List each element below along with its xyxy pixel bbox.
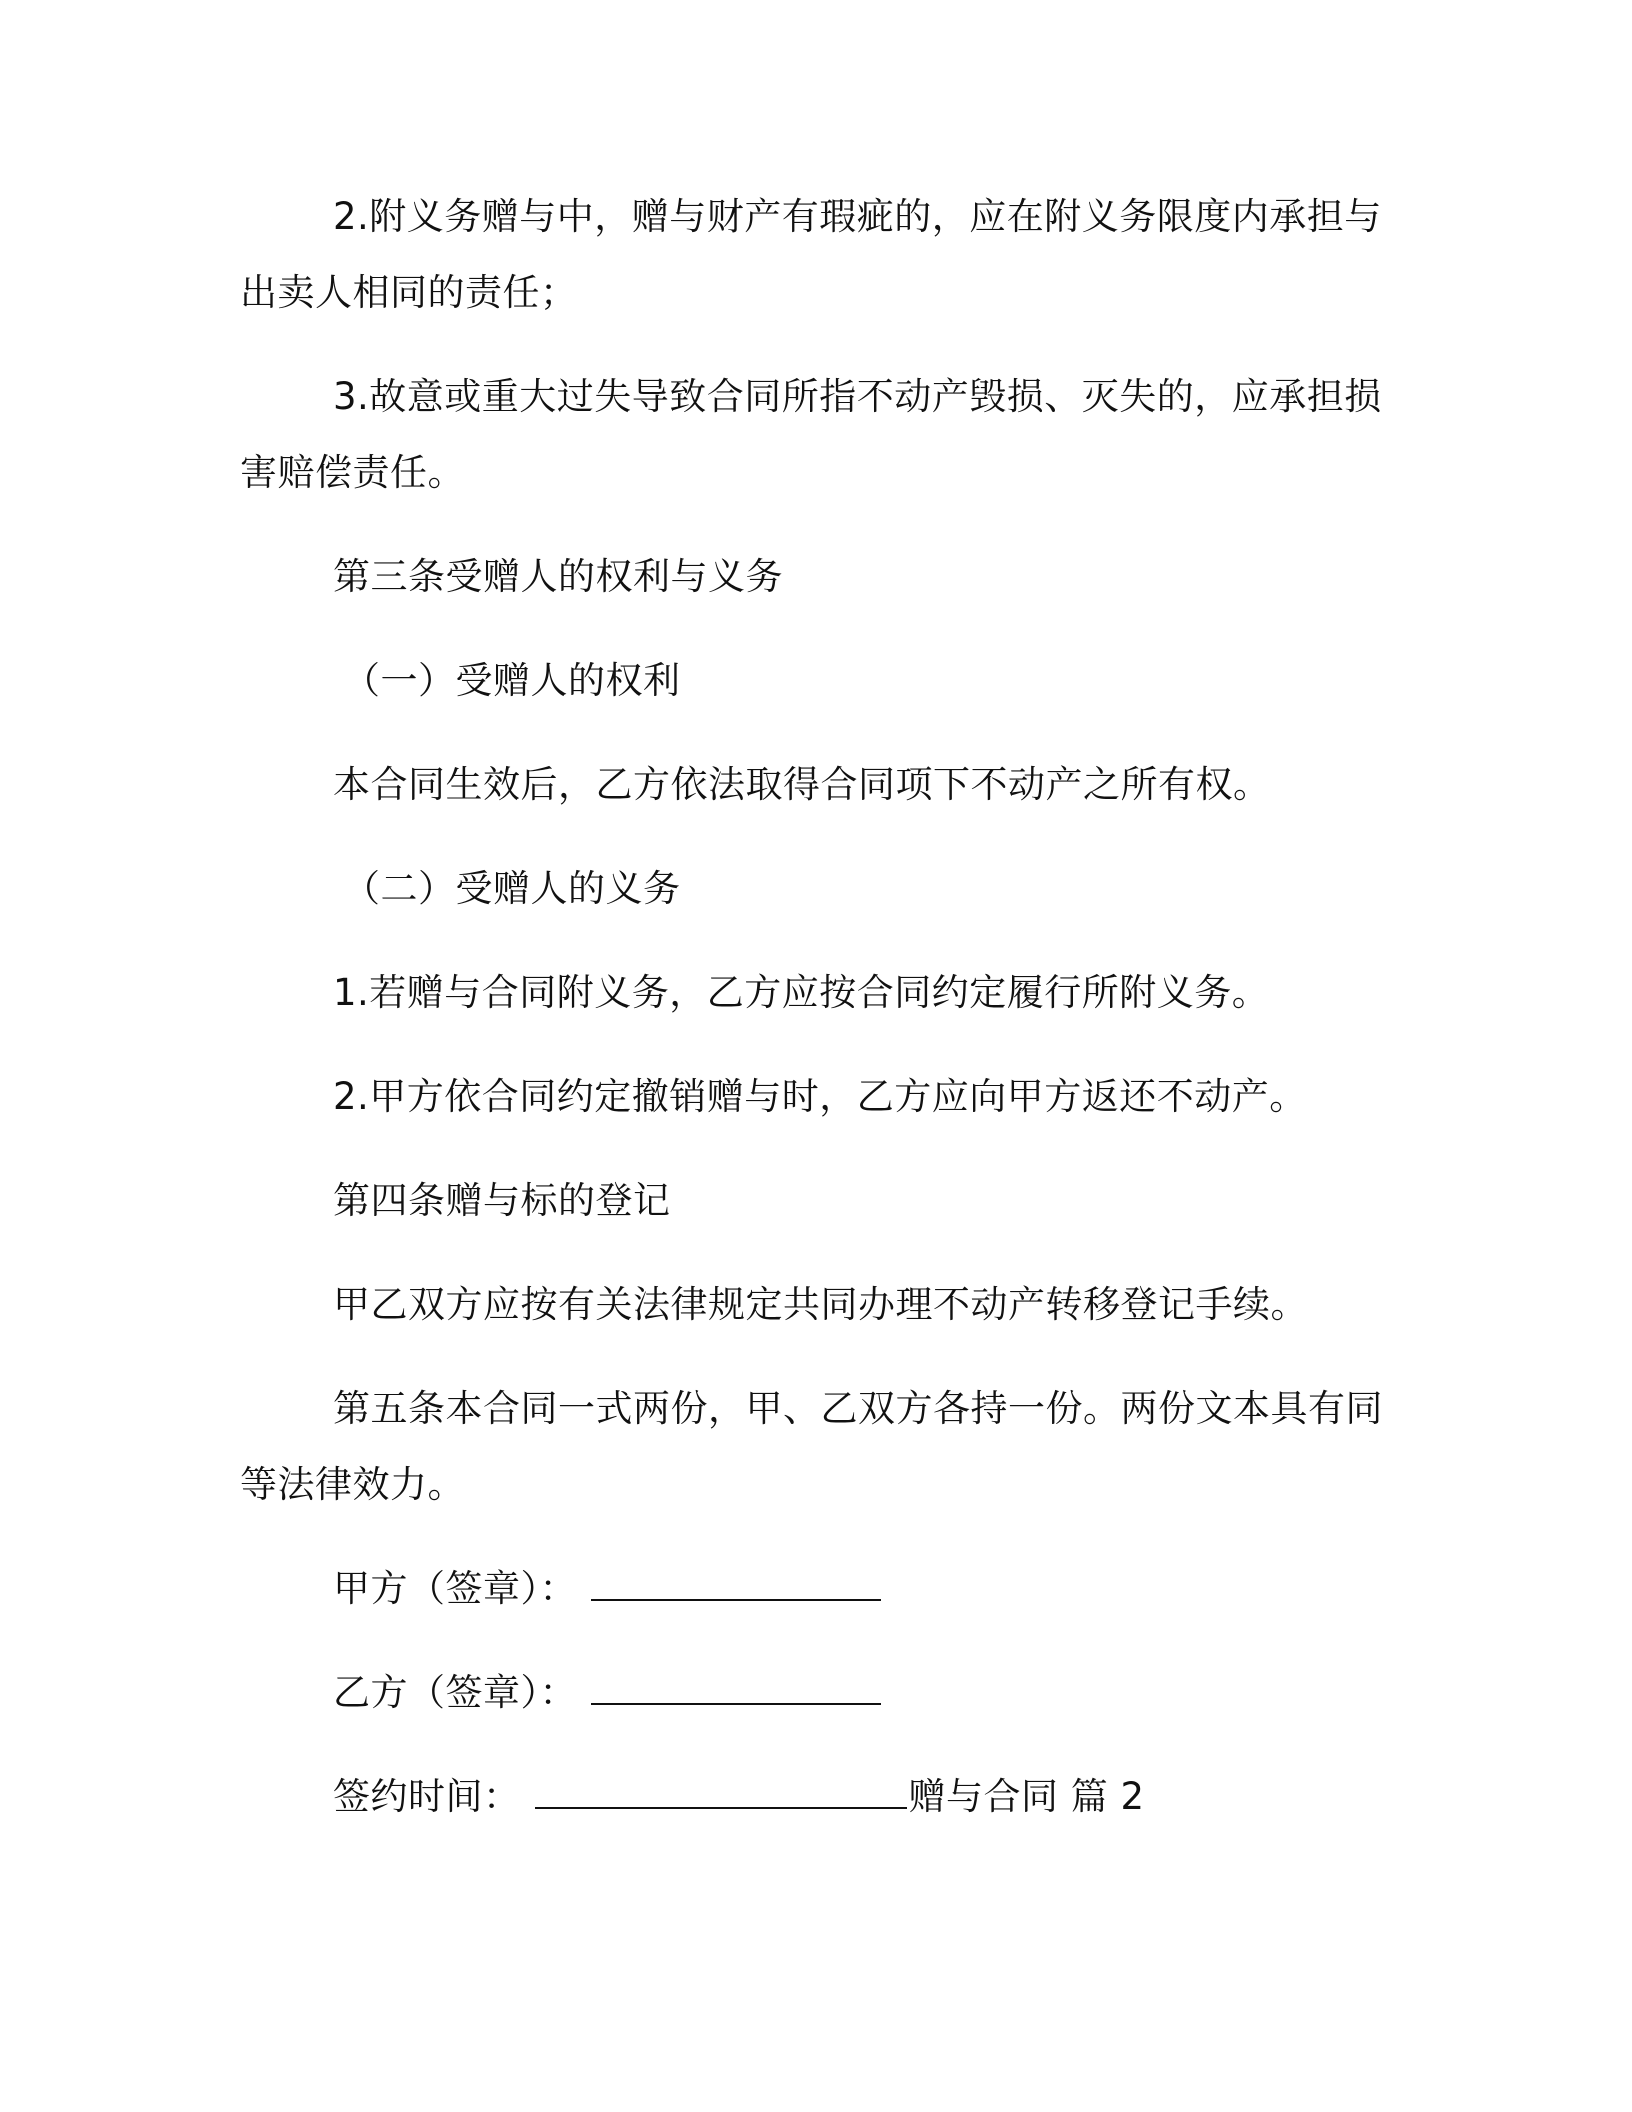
signature-line-date bbox=[333, 1773, 1145, 1821]
paragraph-line: 第五条本合同一式两份，甲、乙双方各持一份。两份文本具有同 bbox=[333, 1387, 1383, 1430]
paragraph-line: 3.故意或重大过失导致合同所指不动产毁损、灭失的，应承担损 bbox=[333, 375, 1382, 418]
article-title: 第四条赠与标的登记 bbox=[333, 1179, 671, 1222]
paragraph-line: 甲乙双方应按有关法律规定共同办理不动产转移登记手续。 bbox=[333, 1283, 1308, 1326]
paragraph-line: 等法律效力。 bbox=[240, 1463, 465, 1506]
party-a-signature-blank bbox=[591, 1565, 881, 1601]
party-a-label: 甲方（签章）： bbox=[333, 1567, 577, 1610]
paragraph-line: 2.附义务赠与中，赠与财产有瑕疵的，应在附义务限度内承担与 bbox=[333, 195, 1382, 238]
sign-date-blank bbox=[535, 1773, 907, 1809]
paragraph-line: 出卖人相同的责任； bbox=[240, 271, 578, 314]
article-title: 第三条受赠人的权利与义务 bbox=[333, 555, 783, 598]
signature-line-party-a bbox=[333, 1565, 881, 1613]
list-item: 1.若赠与合同附义务，乙方应按合同约定履行所附义务。 bbox=[333, 971, 1270, 1014]
party-b-signature-blank bbox=[591, 1669, 881, 1705]
paragraph-line: 害赔偿责任。 bbox=[240, 451, 465, 494]
section-subtitle: （一）受赠人的权利 bbox=[343, 659, 681, 702]
list-item: 2.甲方依合同约定撤销赠与时，乙方应向甲方返还不动产。 bbox=[333, 1075, 1307, 1118]
party-b-label: 乙方（签章）： bbox=[333, 1671, 577, 1714]
paragraph-line: 本合同生效后，乙方依法取得合同项下不动产之所有权。 bbox=[333, 763, 1271, 806]
signature-line-party-b bbox=[333, 1669, 881, 1717]
next-section-title: 赠与合同 篇 2 bbox=[908, 1775, 1145, 1818]
section-subtitle: （二）受赠人的义务 bbox=[343, 867, 681, 910]
sign-date-label: 签约时间： bbox=[333, 1775, 521, 1818]
